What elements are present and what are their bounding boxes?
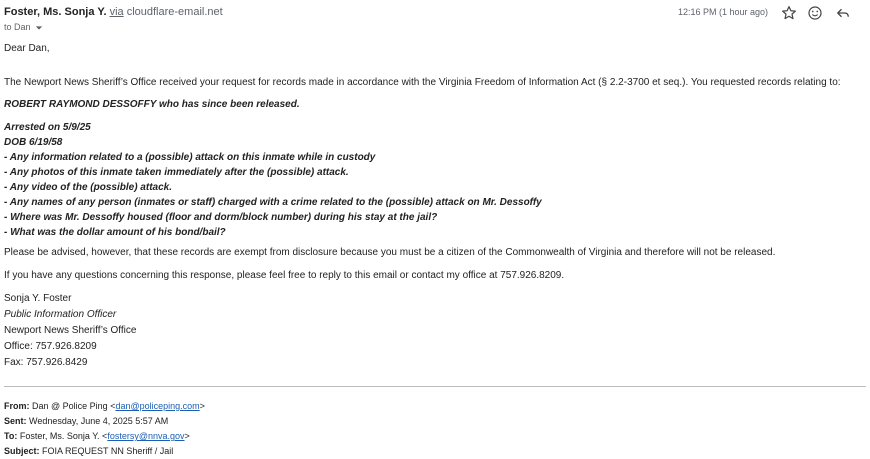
request-item: - Any video of the (possible) attack.: [4, 182, 172, 193]
signature-name: Sonja Y. Foster: [4, 293, 72, 304]
forwarded-from: From: Dan @ Police Ping <dan@policeping.com>: [4, 401, 205, 411]
intro-paragraph: The Newport News Sheriff’s Office received your request for records made in accordance with the Virginia Freedom of Information Act (§ 2.2-3700 et seq.). You requested records relating to:: [4, 77, 841, 88]
signature-org: Newport News Sheriff’s Office: [4, 325, 137, 336]
to-email-link[interactable]: fostersy@nnva.gov: [107, 431, 185, 441]
message-body: [4, 41, 866, 371]
request-item: - Where was Mr. Dessoffy housed (floor and dorm/block number) during his stay at the jail?: [4, 212, 438, 223]
forwarded-subject: Subject: FOIA REQUEST NN Sheriff / Jail: [4, 446, 174, 456]
dropdown-caret-icon[interactable]: [35, 24, 43, 32]
sender-name[interactable]: Foster, Ms. Sonja Y.: [4, 6, 107, 18]
advisory-paragraph: Please be advised, however, that these records are exempt from disclosure because you must be a citizen of the Commonwealth of Virginia and therefore will not be released.: [4, 247, 776, 258]
recipient-toggle[interactable]: [4, 22, 43, 32]
divider: [4, 386, 866, 387]
reply-icon[interactable]: [834, 4, 852, 22]
via-word: via: [109, 6, 124, 18]
forwarded-to: To: Foster, Ms. Sonja Y. <fostersy@nnva.gov>: [4, 431, 190, 441]
request-item: - Any photos of this inmate taken immediately after the (possible) attack.: [4, 167, 349, 178]
via-domain: cloudflare-email.net: [126, 6, 223, 18]
request-item: Arrested on 5/9/25: [4, 122, 91, 133]
star-icon[interactable]: [780, 4, 798, 22]
request-item: - Any names of any person (inmates or staff) charged with a crime related to the (possible) attack on Mr. Dessoffy: [4, 197, 542, 208]
forwarded-header: [4, 399, 205, 459]
request-item: - Any information related to a (possible) attack on this inmate while in custody: [4, 152, 376, 163]
signature-block: [4, 291, 866, 371]
greeting: Dear Dan,: [4, 43, 50, 54]
signature-office: Office: 757.926.8209: [4, 341, 97, 352]
questions-paragraph: If you have any questions concerning this response, please feel free to reply to this email or contact my office at 757.926.8209.: [4, 270, 565, 281]
emoji-icon[interactable]: [806, 4, 824, 22]
subject-person: ROBERT RAYMOND DESSOFFY who has since been released.: [4, 99, 300, 110]
signature-title: Public Information Officer: [4, 309, 117, 320]
to-label: to Dan: [4, 22, 31, 32]
message-header: [4, 4, 860, 34]
signature-fax: Fax: 757.926.8429: [4, 357, 88, 368]
from-email-link[interactable]: dan@policeping.com: [115, 401, 200, 411]
request-item: - What was the dollar amount of his bond/bail?: [4, 227, 226, 238]
timestamp: 12:16 PM (1 hour ago): [677, 7, 768, 17]
via-label: [110, 6, 223, 18]
request-item: DOB 6/19/58: [4, 137, 63, 148]
forwarded-sent: Sent: Wednesday, June 4, 2025 5:57 AM: [4, 416, 169, 426]
sender-line: [4, 6, 223, 18]
